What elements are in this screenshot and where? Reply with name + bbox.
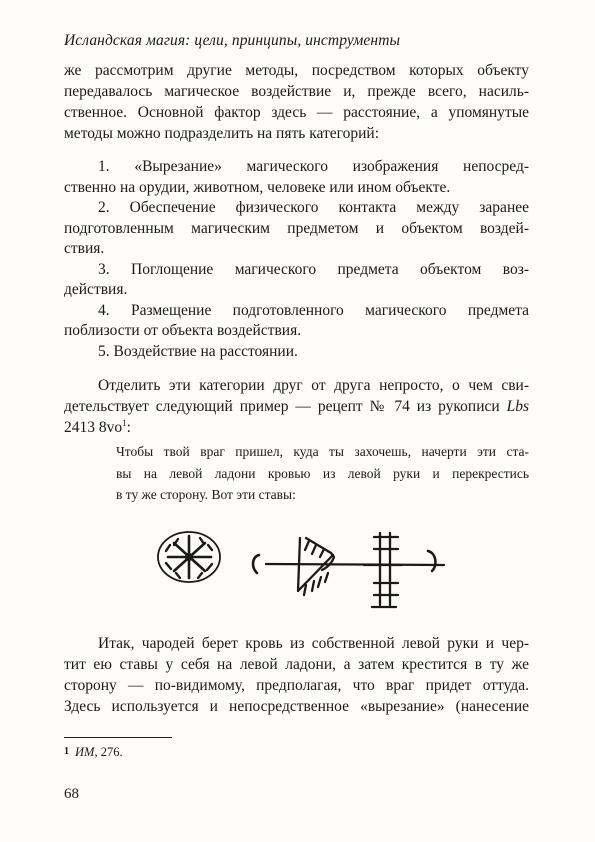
list-item [64,260,529,301]
text-line: Чтобы твой враг пришел, куда ты захочешь, начерти эти ста- [116,444,529,459]
circular-stave-icon [158,532,220,582]
text-line: действия. [64,281,128,298]
text-line: ственное. Основной фактор здесь — расстояние, а упомянутые [64,104,529,121]
block-quote [116,441,529,506]
text-line: подготовленным магическим предметом и объектом воздей- [64,219,529,237]
text-fragment: детельствует следующий пример — рецепт № 74 из рукописи [64,398,500,415]
text-line: методы можно подразделить на пять категорий: [64,125,379,142]
method-categories-list [64,157,529,362]
footnote-reference[interactable]: 1 [122,417,127,428]
page-number: 68 [64,786,79,802]
magical-staves-figure [156,525,446,625]
text-line: же рассмотрим другие методы, посредством которых объекту [64,62,529,79]
footnote [64,745,123,760]
list-item [64,198,529,260]
list-item [64,301,529,342]
text-line: в ту же сторону. Вот эти ставы: [116,487,296,502]
text-line: передавалось магическое воздействие и, прежде всего, насиль- [64,83,529,100]
list-item [64,157,529,198]
footnote-source: ИМ [75,745,95,759]
text-line: 3. Поглощение магического предмета объектом воз- [98,260,529,278]
text-line: тит ею ставы у себя на левой ладони, а затем крестится в ту же [64,656,529,673]
text-line: 5. Воздействие на расстоянии. [98,342,298,360]
text-line: 1. «Вырезание» магического изображения непосред- [98,158,529,175]
footnote-divider [64,737,172,738]
text-line: 2. Обеспечение физического контакта между заранее [98,199,529,216]
text-line: Здесь используется и непосредственное «вырезание» (нанесение [64,698,529,715]
paragraph-intro [64,60,529,144]
text-line: Итак, чародей берет кровь из собственной левой руки и чер- [98,635,529,652]
text-line: ствия. [64,240,105,257]
text-line: поблизости от объекта воздействия. [64,322,302,339]
book-page [64,0,529,842]
text-fragment: 2413 8vo [64,419,123,436]
text-line: ственно на орудии, животном, человеке или ином объекте. [64,178,451,196]
text-line: Отделить эти категории друг от друга непросто, о чем сви- [98,377,529,394]
text-line [64,396,529,417]
text-line: сторону — по-видимому, предполагая, что враг придет оттуда. [64,677,529,694]
manuscript-name: Lbs [506,398,529,415]
footnote-text: , 276. [94,745,123,759]
footnote-mark: 1 [64,746,69,757]
text-line: 4. Размещение подготовленного магического предмета [98,301,529,319]
text-line: вы на левой ладони кровью из левой руки и перекрестись [116,465,529,481]
text-line [64,417,529,438]
paragraph-example [64,375,529,438]
text-fragment: : [126,419,131,436]
running-head: Исландская магия: цели, принципы, инструменты [64,32,401,49]
list-item [64,342,529,363]
paragraph-after [64,633,529,717]
line-stave-icon [253,533,444,607]
